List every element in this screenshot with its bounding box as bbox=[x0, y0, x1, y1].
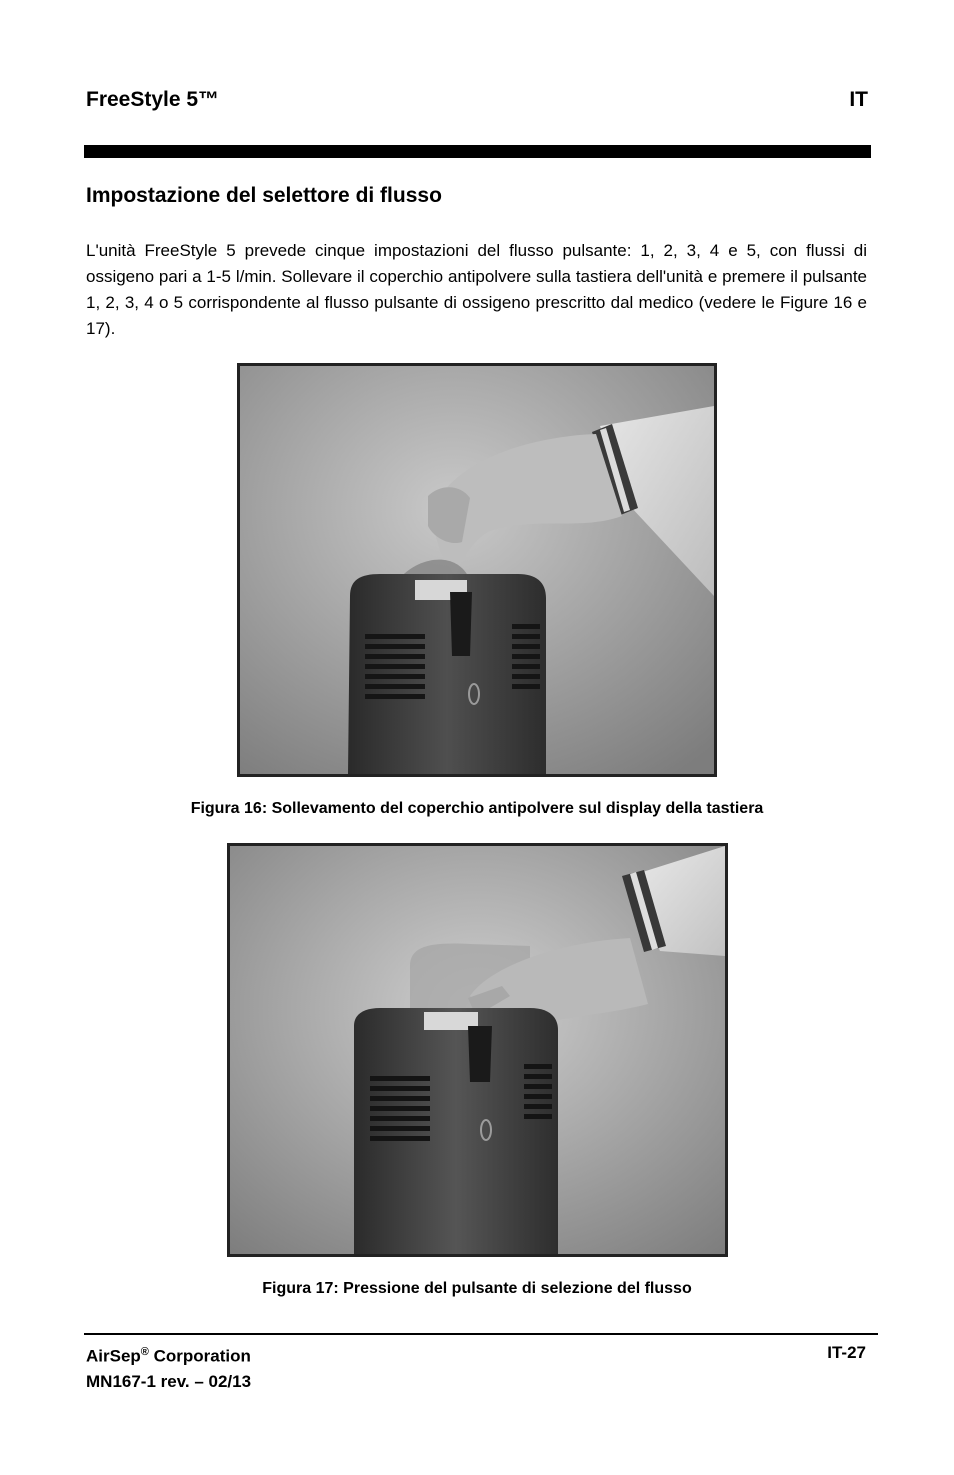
language-code: IT bbox=[849, 88, 868, 111]
company-line bbox=[86, 1340, 251, 1369]
figure-16-photo bbox=[237, 363, 717, 777]
company-name: AirSep bbox=[86, 1346, 141, 1366]
intro-paragraph: L'unità FreeStyle 5 prevede cinque impostazioni del flusso pulsante: 1, 2, 3, 4 e 5, con flussi di ossigeno pari a 1-5 l/min. Sollevare il coperchio antipolvere sulla tastiera dell'unità e premere il pulsante 1, 2, 3, 4 o 5 corrispondente al flusso pulsante di ossigeno prescritto dal medico (vedere le Figure 16 e 17). bbox=[86, 241, 867, 338]
company-suffix: Corporation bbox=[148, 1346, 251, 1366]
page-header bbox=[86, 88, 868, 118]
figure-17-photo bbox=[227, 843, 728, 1257]
footer-divider bbox=[84, 1333, 878, 1335]
product-name: FreeStyle 5™ bbox=[86, 88, 220, 111]
figure-17-caption: Figura 17: Pressione del pulsante di selezione del flusso bbox=[262, 1280, 692, 1297]
document-revision: MN167-1 rev. – 02/13 bbox=[86, 1371, 252, 1391]
footer-left bbox=[86, 1340, 251, 1394]
registered-mark: ® bbox=[140, 1346, 149, 1358]
page-number: IT-27 bbox=[827, 1343, 866, 1362]
header-divider bbox=[84, 145, 871, 158]
figure-16-caption: Figura 16: Sollevamento del coperchio antipolvere sul display della tastiera bbox=[190, 800, 764, 817]
section-title: Impostazione del selettore di flusso bbox=[86, 184, 442, 207]
